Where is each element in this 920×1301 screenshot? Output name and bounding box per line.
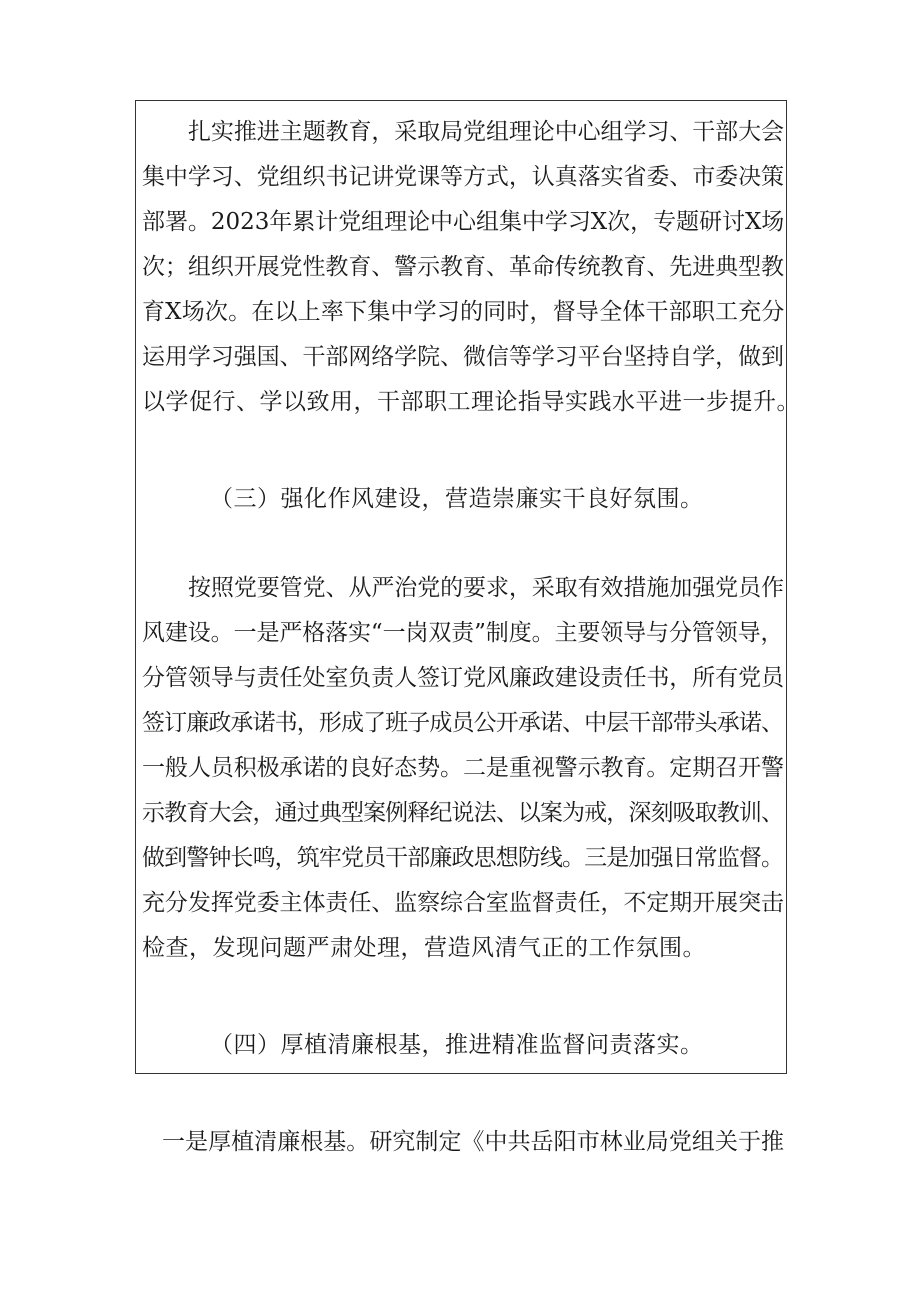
paragraph-line: 签订廉政承诺书，形成了班子成员公开承诺、中层干部带头承诺、 xyxy=(142,710,784,736)
paragraph-line: 示教育大会，通过典型案例释纪说法、以案为戒，深刻吸取教训、 xyxy=(142,800,784,826)
paragraph-line: 部署。2023年累计党组理论中心组集中学习X次，专题研讨X场 xyxy=(142,209,785,235)
paragraph-line: 次；组织开展党性教育、警示教育、革命传统教育、先进典型教 xyxy=(142,254,784,280)
paragraph-line: 一般人员积极承诺的良好态势。二是重视警示教育。定期召开警 xyxy=(142,755,784,781)
paragraph-line: 以学促行、学以致用，干部职工理论指导实践水平进一步提升。 xyxy=(142,389,800,415)
paragraph-line: 充分发挥党委主体责任、监察综合室监督责任，不定期开展突击 xyxy=(142,890,784,916)
paragraph-line: 扎实推进主题教育，采取局党组理论中心组学习、干部大会 xyxy=(188,119,784,145)
paragraph-line: 检查，发现问题严肃处理，营造风清气正的工作氛围。 xyxy=(142,935,706,961)
section-heading: （三）强化作风建设，营造崇廉实干良好氛围。 xyxy=(210,486,704,512)
paragraph-line: 风建设。一是严格落实“一岗双责”制度。主要领导与分管领导， xyxy=(142,620,784,646)
paragraph-line: 运用学习强国、干部网络学院、微信等学习平台坚持自学，做到 xyxy=(142,344,784,370)
section-heading: （四）厚植清廉根基，推进精准监督问责落实。 xyxy=(210,1032,704,1058)
paragraph-line: 一是厚植清廉根基。研究制定《中共岳阳市林业局党组关于推 xyxy=(162,1129,785,1155)
paragraph-line: 分管领导与责任处室负责人签订党风廉政建设责任书，所有党员 xyxy=(142,665,784,691)
paragraph-line: 育X场次。在以上率下集中学习的同时，督导全体干部职工充分 xyxy=(142,299,785,325)
paragraph-line: 集中学习、党组织书记讲党课等方式，认真落实省委、市委决策 xyxy=(142,164,784,190)
paragraph-line: 做到警钟长鸣，筑牢党员干部廉政思想防线。三是加强日常监督。 xyxy=(142,845,784,871)
paragraph-line: 按照党要管党、从严治党的要求，采取有效措施加强党员作 xyxy=(188,575,784,601)
